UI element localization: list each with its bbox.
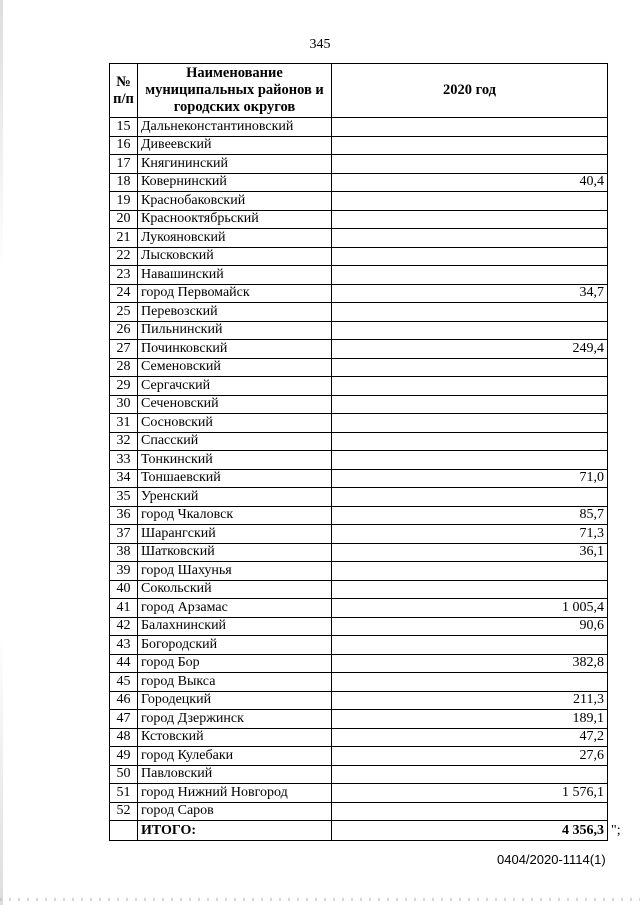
row-value: [332, 118, 608, 137]
table-row: [110, 136, 608, 155]
row-name: город Первомайск: [138, 284, 332, 303]
table-row: [110, 266, 608, 285]
row-value: [332, 562, 608, 581]
row-number: 39: [110, 562, 138, 581]
closing-mark: ";: [611, 823, 621, 838]
row-number: 47: [110, 710, 138, 729]
table-row: [110, 784, 608, 803]
row-name: Лукояновский: [138, 229, 332, 248]
table-row: [110, 802, 608, 821]
table-row: [110, 562, 608, 581]
row-name: город Арзамас: [138, 599, 332, 618]
row-number: 34: [110, 469, 138, 488]
row-number: 19: [110, 192, 138, 211]
row-name: Уренский: [138, 488, 332, 507]
row-name: Дивеевский: [138, 136, 332, 155]
row-number: 22: [110, 247, 138, 266]
row-value: 1 576,1: [332, 784, 608, 803]
row-number: 37: [110, 525, 138, 544]
row-value: 1 005,4: [332, 599, 608, 618]
row-name: Сергачский: [138, 377, 332, 396]
table-row: [110, 469, 608, 488]
table-row: [110, 451, 608, 470]
header-year: 2020 год: [332, 64, 608, 118]
table-row: [110, 488, 608, 507]
row-value: [332, 303, 608, 322]
row-number: 25: [110, 303, 138, 322]
table-row: [110, 247, 608, 266]
row-name: город Чкаловск: [138, 506, 332, 525]
row-value: 85,7: [332, 506, 608, 525]
row-number: 51: [110, 784, 138, 803]
row-value: [332, 155, 608, 174]
row-number: 41: [110, 599, 138, 618]
table-row: [110, 636, 608, 655]
row-value: [332, 266, 608, 285]
table-row: [110, 506, 608, 525]
table-row: [110, 284, 608, 303]
row-number: 36: [110, 506, 138, 525]
total-row: [110, 821, 608, 841]
row-number: 20: [110, 210, 138, 229]
table-row: [110, 155, 608, 174]
row-value: [332, 247, 608, 266]
row-number: 24: [110, 284, 138, 303]
row-value: 40,4: [332, 173, 608, 192]
row-value: [332, 210, 608, 229]
table-row: [110, 118, 608, 137]
row-name: Павловский: [138, 765, 332, 784]
row-value: [332, 673, 608, 692]
table-row: [110, 710, 608, 729]
row-name: Спасский: [138, 432, 332, 451]
row-value: 211,3: [332, 691, 608, 710]
row-name: Кстовский: [138, 728, 332, 747]
table-row: [110, 321, 608, 340]
row-name: Семеновский: [138, 358, 332, 377]
row-name: город Шахунья: [138, 562, 332, 581]
row-name: город Кулебаки: [138, 747, 332, 766]
table-row: [110, 229, 608, 248]
row-name: Навашинский: [138, 266, 332, 285]
row-value: 47,2: [332, 728, 608, 747]
row-number: 28: [110, 358, 138, 377]
row-name: Сокольский: [138, 580, 332, 599]
row-name: Лысковский: [138, 247, 332, 266]
scan-noise: [0, 898, 640, 901]
row-number: 46: [110, 691, 138, 710]
table-row: [110, 691, 608, 710]
table-row: [110, 654, 608, 673]
row-value: 34,7: [332, 284, 608, 303]
row-name: Балахнинский: [138, 617, 332, 636]
row-number: 33: [110, 451, 138, 470]
allocation-table: [109, 63, 608, 841]
row-name: Тонкинский: [138, 451, 332, 470]
row-value: [332, 802, 608, 821]
row-name: Сеченовский: [138, 395, 332, 414]
table-row: [110, 210, 608, 229]
row-value: [332, 765, 608, 784]
row-name: город Саров: [138, 802, 332, 821]
row-value: [332, 451, 608, 470]
table-row: [110, 358, 608, 377]
row-name: Сосновский: [138, 414, 332, 433]
row-number: 21: [110, 229, 138, 248]
row-number: 45: [110, 673, 138, 692]
row-name: Перевозский: [138, 303, 332, 322]
table-row: [110, 395, 608, 414]
row-value: 71,0: [332, 469, 608, 488]
header-name: Наименование муниципальных районов и городских округов: [138, 64, 332, 118]
row-number: 27: [110, 340, 138, 359]
header-num: № п/п: [110, 64, 138, 118]
table-row: [110, 414, 608, 433]
row-name: город Выкса: [138, 673, 332, 692]
row-value: [332, 636, 608, 655]
row-value: [332, 229, 608, 248]
row-number: 49: [110, 747, 138, 766]
row-value: 90,6: [332, 617, 608, 636]
table-row: [110, 340, 608, 359]
row-number: 48: [110, 728, 138, 747]
row-name: Краснобаковский: [138, 192, 332, 211]
page-number: 345: [309, 37, 331, 52]
row-value: [332, 192, 608, 211]
row-name: Починковский: [138, 340, 332, 359]
row-number: 31: [110, 414, 138, 433]
table-row: [110, 765, 608, 784]
table-row: [110, 599, 608, 618]
row-number: 40: [110, 580, 138, 599]
row-value: 249,4: [332, 340, 608, 359]
total-num-cell: [110, 821, 138, 841]
row-number: 18: [110, 173, 138, 192]
table-row: [110, 377, 608, 396]
row-value: [332, 136, 608, 155]
row-number: 38: [110, 543, 138, 562]
row-name: Шарангский: [138, 525, 332, 544]
row-name: город Дзержинск: [138, 710, 332, 729]
row-value: 189,1: [332, 710, 608, 729]
row-name: Шатковский: [138, 543, 332, 562]
table-row: [110, 192, 608, 211]
table-row: [110, 580, 608, 599]
table-row: [110, 525, 608, 544]
row-value: [332, 488, 608, 507]
row-value: [332, 580, 608, 599]
row-number: 52: [110, 802, 138, 821]
row-number: 50: [110, 765, 138, 784]
row-number: 44: [110, 654, 138, 673]
row-name: Богородский: [138, 636, 332, 655]
table-row: [110, 617, 608, 636]
table-row: [110, 728, 608, 747]
total-value: 4 356,3: [332, 821, 608, 841]
row-number: 35: [110, 488, 138, 507]
row-value: [332, 414, 608, 433]
row-number: 15: [110, 118, 138, 137]
row-name: Краснооктябрьский: [138, 210, 332, 229]
table-row: [110, 432, 608, 451]
row-number: 29: [110, 377, 138, 396]
table-header-row: [110, 64, 608, 118]
row-value: [332, 432, 608, 451]
total-label: ИТОГО:: [138, 821, 332, 841]
row-name: город Бор: [138, 654, 332, 673]
row-name: Дальнеконстантиновский: [138, 118, 332, 137]
row-name: город Нижний Новгород: [138, 784, 332, 803]
row-value: 71,3: [332, 525, 608, 544]
row-number: 43: [110, 636, 138, 655]
row-value: 382,8: [332, 654, 608, 673]
row-number: 32: [110, 432, 138, 451]
row-number: 42: [110, 617, 138, 636]
row-value: [332, 377, 608, 396]
table-body: [110, 118, 608, 841]
table-row: [110, 173, 608, 192]
row-number: 17: [110, 155, 138, 174]
row-value: [332, 395, 608, 414]
row-name: Городецкий: [138, 691, 332, 710]
table-row: [110, 543, 608, 562]
document-code: 0404/2020-1114(1): [497, 852, 606, 867]
row-number: 23: [110, 266, 138, 285]
row-number: 16: [110, 136, 138, 155]
row-value: [332, 358, 608, 377]
table-row: [110, 673, 608, 692]
row-name: Княгининский: [138, 155, 332, 174]
row-value: [332, 321, 608, 340]
row-value: 27,6: [332, 747, 608, 766]
row-number: 26: [110, 321, 138, 340]
row-number: 30: [110, 395, 138, 414]
table-row: [110, 747, 608, 766]
row-name: Ковернинский: [138, 173, 332, 192]
row-name: Пильнинский: [138, 321, 332, 340]
row-name: Тоншаевский: [138, 469, 332, 488]
table-row: [110, 303, 608, 322]
scan-edge: [0, 0, 3, 905]
row-value: 36,1: [332, 543, 608, 562]
